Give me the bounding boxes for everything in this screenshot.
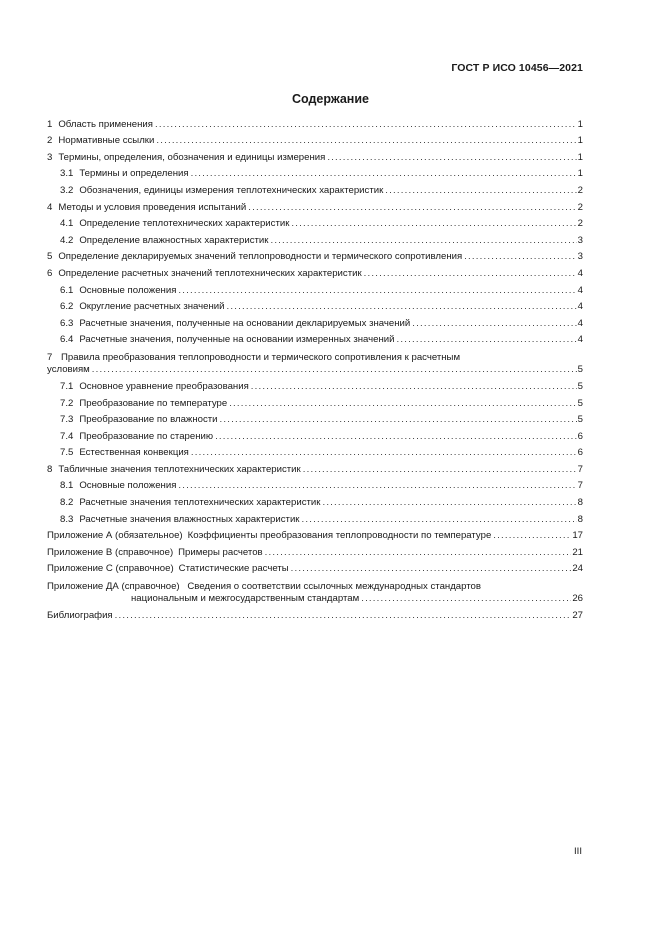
- toc-entry-number: 7.2: [60, 397, 74, 409]
- toc-entry-title: Основное уравнение преобразования: [79, 380, 249, 392]
- toc-entry-7[interactable]: [47, 346, 583, 376]
- appendix-title: Сведения о соответствии ссылочных международных стандартов: [187, 581, 481, 593]
- toc-entry-8-1[interactable]: [47, 476, 583, 493]
- toc-entry-number: 5: [47, 251, 53, 263]
- dot-leader: [385, 185, 576, 197]
- toc-entry-page: 4: [577, 334, 583, 346]
- toc-entry-6-3[interactable]: [47, 313, 583, 330]
- table-of-contents: [47, 114, 583, 622]
- toc-entry-8-2[interactable]: [47, 492, 583, 509]
- toc-entry-page: 7: [577, 480, 583, 492]
- toc-entry-number: 6.2: [60, 301, 74, 313]
- toc-entry-page: 8: [577, 497, 583, 509]
- toc-entry-title: Правила преобразования теплопроводности и термического сопротивления к расчетным: [61, 352, 461, 364]
- toc-appendix-da[interactable]: [47, 575, 583, 605]
- dot-leader: [493, 530, 571, 542]
- toc-entry-title: Табличные значения теплотехнических характеристик: [58, 463, 301, 475]
- toc-entry-title: Преобразование по температуре: [79, 397, 228, 409]
- bibliography-page: 27: [572, 610, 583, 622]
- toc-entry-number: 4: [47, 201, 53, 213]
- toc-entry-6-1[interactable]: [47, 280, 583, 297]
- toc-entry-title: Область применения: [58, 118, 153, 130]
- toc-entry-title: Термины, определения, обозначения и единицы измерения: [58, 151, 326, 163]
- toc-entry-title: Нормативные ссылки: [58, 135, 155, 147]
- toc-entry-line2: [47, 593, 571, 605]
- dot-leader: [92, 364, 577, 376]
- toc-entry-number: 1: [47, 118, 53, 130]
- toc-appendix-c[interactable]: [47, 559, 583, 576]
- toc-entry-8[interactable]: [47, 459, 583, 476]
- toc-entry-page: 2: [577, 218, 583, 230]
- dot-leader: [397, 334, 577, 346]
- toc-entry-line2: [47, 364, 577, 376]
- toc-appendix-b[interactable]: [47, 542, 583, 559]
- toc-entry-3[interactable]: [47, 147, 583, 164]
- toc-entry-number: 7: [47, 352, 53, 364]
- toc-entry-title: Определение теплотехнических характеристик: [79, 218, 290, 230]
- appendix-page: 17: [572, 530, 583, 542]
- appendix-title: Статистические расчеты: [178, 563, 289, 575]
- toc-entry-page: 1: [577, 135, 583, 147]
- toc-entry-page: 5: [577, 397, 583, 409]
- page-number: III: [574, 846, 582, 857]
- toc-entry-number: 4.2: [60, 234, 74, 246]
- toc-entry-title: Расчетные значения, полученные на основании декларируемых значений: [79, 317, 411, 329]
- dot-leader: [178, 285, 576, 297]
- toc-entry-7-2[interactable]: [47, 393, 583, 410]
- appendix-label: Приложение А (обязательное): [47, 530, 183, 542]
- toc-entry-title: Расчетные значения, полученные на основании измеренных значений: [79, 334, 395, 346]
- dot-leader: [251, 381, 577, 393]
- document-id-header: ГОСТ Р ИСО 10456—2021: [451, 62, 583, 74]
- dot-leader: [291, 218, 576, 230]
- toc-entry-title-continued: условиям: [47, 364, 90, 376]
- toc-entry-7-5[interactable]: [47, 443, 583, 460]
- toc-entry-number: 7.1: [60, 380, 74, 392]
- dot-leader: [412, 318, 576, 330]
- toc-entry-4[interactable]: [47, 197, 583, 214]
- toc-entry-number: 8.2: [60, 497, 74, 509]
- toc-entry-7-3[interactable]: [47, 410, 583, 427]
- toc-entry-page: 3: [577, 251, 583, 263]
- toc-entry-3-1[interactable]: [47, 164, 583, 181]
- toc-entry-page: 6: [577, 430, 583, 442]
- toc-entry-page: 6: [577, 447, 583, 459]
- toc-entry-page: 2: [577, 184, 583, 196]
- toc-appendix-a[interactable]: [47, 526, 583, 543]
- toc-entry-7-4[interactable]: [47, 426, 583, 443]
- toc-entry-3-2[interactable]: [47, 180, 583, 197]
- toc-entry-title: Определение влажностных характеристик: [79, 234, 269, 246]
- appendix-title: Коэффициенты преобразования теплопроводности по температуре: [187, 530, 492, 542]
- toc-entry-number: 8.1: [60, 480, 74, 492]
- dot-leader: [364, 268, 577, 280]
- dot-leader: [215, 431, 577, 443]
- dot-leader: [248, 202, 576, 214]
- appendix-title: Примеры расчетов: [178, 546, 263, 558]
- dot-leader: [303, 464, 577, 476]
- toc-entry-6[interactable]: [47, 263, 583, 280]
- toc-entry-6-4[interactable]: [47, 330, 583, 347]
- toc-entry-page: 7: [577, 463, 583, 475]
- toc-entry-number: 7.4: [60, 430, 74, 442]
- toc-entry-title: Расчетные значения влажностных характеристик: [79, 513, 300, 525]
- toc-entry-title: Определение декларируемых значений теплопроводности и термического сопротивления: [58, 251, 463, 263]
- toc-entry-number: 3: [47, 151, 53, 163]
- toc-entry-page: 1: [577, 118, 583, 130]
- dot-leader: [302, 514, 577, 526]
- toc-entry-title: Обозначения, единицы измерения теплотехнических характеристик: [79, 184, 384, 196]
- toc-entry-number: 2: [47, 135, 53, 147]
- toc-entry-6-2[interactable]: [47, 297, 583, 314]
- dot-leader: [265, 547, 572, 559]
- appendix-page: 24: [572, 563, 583, 575]
- toc-entry-title: Методы и условия проведения испытаний: [58, 201, 247, 213]
- toc-entry-number: 4.1: [60, 218, 74, 230]
- toc-entry-number: 8: [47, 463, 53, 475]
- toc-entry-number: 7.5: [60, 447, 74, 459]
- appendix-title-continued: национальным и межгосударственным стандартам: [131, 593, 360, 605]
- toc-entry-8-3[interactable]: [47, 509, 583, 526]
- toc-entry-wrap: [47, 581, 571, 605]
- appendix-label: Приложение С (справочное): [47, 563, 174, 575]
- dot-leader: [270, 235, 576, 247]
- dot-leader: [156, 135, 576, 147]
- toc-entry-title: Основные положения: [79, 480, 177, 492]
- toc-entry-number: 3.1: [60, 168, 74, 180]
- dot-leader: [361, 593, 571, 605]
- toc-entry-4-2[interactable]: [47, 230, 583, 247]
- toc-entry-title: Термины и определения: [79, 168, 189, 180]
- toc-entry-number: 3.2: [60, 184, 74, 196]
- toc-entry-title: Естественная конвекция: [79, 447, 189, 459]
- page-title: Содержание: [291, 92, 369, 106]
- dot-leader: [229, 398, 576, 410]
- dot-leader: [322, 497, 576, 509]
- dot-leader: [178, 480, 576, 492]
- toc-entry-line1: [47, 581, 571, 593]
- bibliography-label: Библиография: [47, 610, 113, 622]
- toc-entry-1[interactable]: [47, 114, 583, 131]
- toc-entry-title: Расчетные значения теплотехнических характеристик: [79, 497, 321, 509]
- toc-entry-page: 3: [577, 234, 583, 246]
- dot-leader: [327, 152, 576, 164]
- toc-entry-wrap: [47, 352, 577, 376]
- toc-entry-page: 1: [577, 151, 583, 163]
- dot-leader: [191, 447, 577, 459]
- dot-leader: [191, 168, 577, 180]
- toc-bibliography[interactable]: [47, 605, 583, 622]
- toc-entry-title: Преобразование по старению: [79, 430, 214, 442]
- dot-leader: [115, 610, 572, 622]
- toc-entry-number: 6.1: [60, 284, 74, 296]
- toc-entry-page: 4: [577, 267, 583, 279]
- dot-leader: [291, 563, 572, 575]
- dot-leader: [464, 251, 576, 263]
- toc-entry-7-1[interactable]: [47, 376, 583, 393]
- toc-entry-5[interactable]: [47, 247, 583, 264]
- toc-entry-2[interactable]: [47, 131, 583, 148]
- toc-entry-number: 7.3: [60, 414, 74, 426]
- dot-leader: [155, 119, 577, 131]
- toc-entry-page: 1: [577, 168, 583, 180]
- appendix-page: 21: [572, 546, 583, 558]
- dot-leader: [227, 301, 577, 313]
- toc-entry-number: 6.4: [60, 334, 74, 346]
- toc-entry-line1: [47, 352, 577, 364]
- toc-entry-page: 4: [577, 301, 583, 313]
- toc-entry-title: Преобразование по влажности: [79, 414, 218, 426]
- toc-entry-page: 4: [577, 284, 583, 296]
- appendix-label: Приложение В (справочное): [47, 546, 174, 558]
- toc-entry-page: 5: [577, 380, 583, 392]
- toc-entry-title: Округление расчетных значений: [79, 301, 225, 313]
- toc-entry-title: Определение расчетных значений теплотехнических характеристик: [58, 267, 362, 279]
- appendix-label: Приложение ДА (справочное): [47, 581, 180, 593]
- toc-entry-number: 6: [47, 267, 53, 279]
- toc-entry-page: 5: [577, 364, 583, 376]
- toc-entry-title: Основные положения: [79, 284, 177, 296]
- toc-entry-4-1[interactable]: [47, 214, 583, 231]
- toc-entry-page: 2: [577, 201, 583, 213]
- toc-entry-number: 8.3: [60, 513, 74, 525]
- appendix-page: 26: [572, 593, 583, 605]
- toc-entry-number: 6.3: [60, 317, 74, 329]
- toc-entry-page: 8: [577, 513, 583, 525]
- toc-entry-page: 4: [577, 317, 583, 329]
- toc-entry-page: 5: [577, 414, 583, 426]
- dot-leader: [220, 414, 577, 426]
